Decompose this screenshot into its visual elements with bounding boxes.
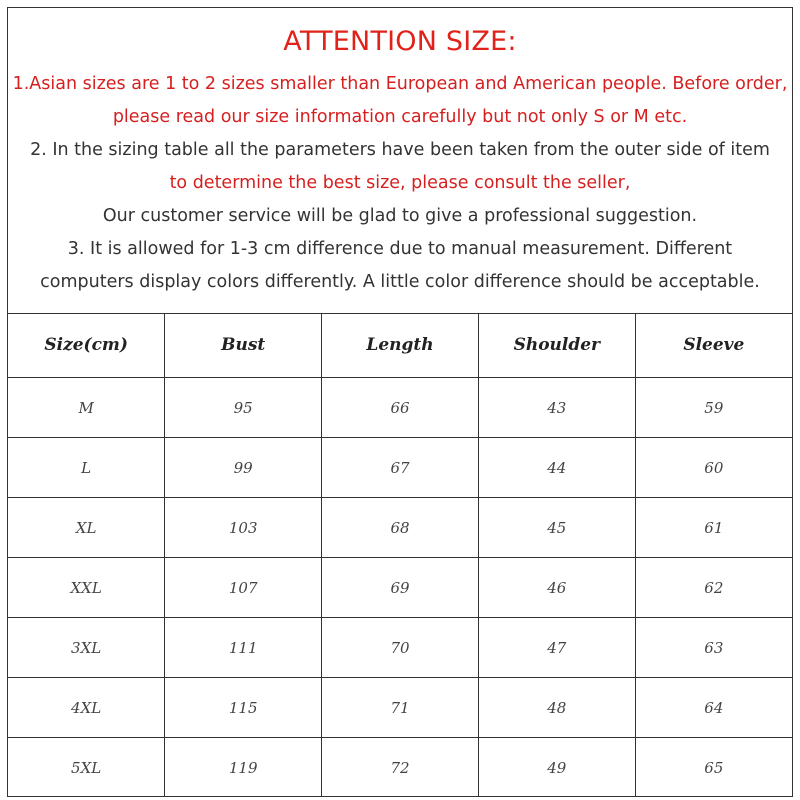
cell-size: L	[8, 438, 165, 498]
cell-length: 71	[322, 678, 479, 738]
cell-shoulder: 48	[478, 678, 635, 738]
notice-title: ATTENTION SIZE:	[283, 26, 517, 57]
cell-bust: 107	[165, 558, 322, 618]
cell-bust: 115	[165, 678, 322, 738]
cell-shoulder: 45	[478, 498, 635, 558]
table-row	[8, 378, 792, 438]
notice-line-7: computers display colors differently. A little color difference should be acceptable.	[40, 272, 760, 292]
cell-sleeve: 62	[635, 558, 792, 618]
table-header-row	[8, 313, 792, 378]
table-row	[8, 738, 792, 798]
table-row	[8, 678, 792, 738]
cell-bust: 99	[165, 438, 322, 498]
size-chart-frame	[7, 7, 793, 797]
notice-line-5: Our customer service will be glad to give a professional suggestion.	[102, 206, 698, 226]
cell-size: 4XL	[8, 678, 165, 738]
notice-line-3: 2. In the sizing table all the parameters have been taken from the outer side of item	[30, 140, 770, 160]
cell-shoulder: 43	[478, 378, 635, 438]
cell-size: 3XL	[8, 618, 165, 678]
header-bust: Bust	[165, 313, 322, 378]
notice-line-4: to determine the best size, please consult the seller,	[169, 173, 631, 193]
cell-length: 72	[322, 738, 479, 798]
cell-bust: 111	[165, 618, 322, 678]
cell-bust: 103	[165, 498, 322, 558]
cell-shoulder: 47	[478, 618, 635, 678]
notice-line-6: 3. It is allowed for 1-3 cm difference due to manual measurement. Different	[67, 239, 733, 259]
table-row	[8, 438, 792, 498]
cell-sleeve: 59	[635, 378, 792, 438]
header-sleeve: Sleeve	[635, 313, 792, 378]
cell-sleeve: 64	[635, 678, 792, 738]
cell-shoulder: 44	[478, 438, 635, 498]
header-size: Size(cm)	[8, 313, 165, 378]
cell-size: XL	[8, 498, 165, 558]
table-row	[8, 618, 792, 678]
cell-bust: 119	[165, 738, 322, 798]
cell-size: XXL	[8, 558, 165, 618]
table-row	[8, 558, 792, 618]
cell-bust: 95	[165, 378, 322, 438]
cell-sleeve: 63	[635, 618, 792, 678]
header-length: Length	[322, 313, 479, 378]
cell-shoulder: 46	[478, 558, 635, 618]
table-row	[8, 498, 792, 558]
cell-sleeve: 61	[635, 498, 792, 558]
cell-length: 66	[322, 378, 479, 438]
cell-length: 69	[322, 558, 479, 618]
cell-length: 67	[322, 438, 479, 498]
size-table	[8, 313, 792, 797]
notice-line-2: please read our size information carefully but not only S or M etc.	[112, 107, 688, 127]
cell-size: M	[8, 378, 165, 438]
attention-notice	[8, 8, 792, 314]
header-shoulder: Shoulder	[478, 313, 635, 378]
cell-size: 5XL	[8, 738, 165, 798]
cell-length: 68	[322, 498, 479, 558]
cell-sleeve: 65	[635, 738, 792, 798]
cell-sleeve: 60	[635, 438, 792, 498]
notice-line-1: 1.Asian sizes are 1 to 2 sizes smaller than European and American people. Before order,	[12, 74, 788, 94]
cell-shoulder: 49	[478, 738, 635, 798]
cell-length: 70	[322, 618, 479, 678]
